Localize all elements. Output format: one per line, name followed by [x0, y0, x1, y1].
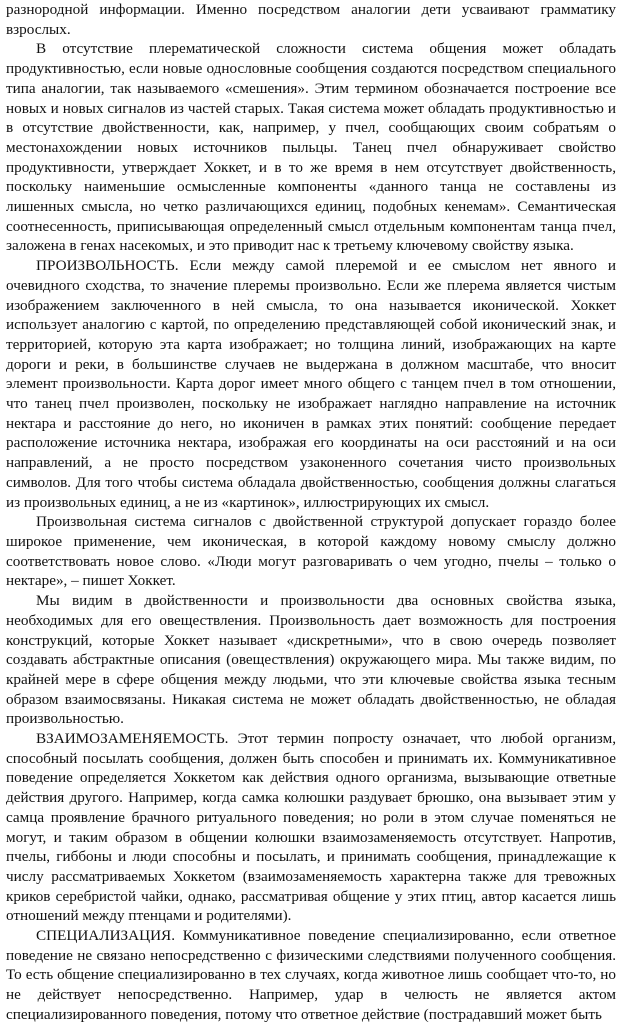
paragraph-continuation: разнородной информации. Именно посредством аналогии дети усваивают грамматику взрослых. [6, 1, 616, 38]
paragraph-duality-arbitrariness: Мы видим в двойственности и произвольности два основных свойства языка, необходимых для его овеществления. Произвольность дает возможность для построения конструкций, которые Хоккет называет «дискретными», что в свою очередь позволяет создавать абстрактные описания (овеществления) окружающего мира. Мы также видим, по крайней мере в сфере общения между людьми, что эти ключевые свойства языка тесным образом взаимосвязаны. Никакая система не может обладать двойственностью, не обладая произвольностью. [6, 592, 616, 728]
paragraph-productivity-analogy: В отсутствие плерематической сложности система общения может обладать продуктивностью, если новые однословные сообщения создаются посредством специального типа аналогии, так называемого «смешения». Этим термином обозначается построение все новых и новых сигналов из частей старых. Такая система может обладать продуктивностью и в отсутствие двойственности, как, например, у пчел, сообщающих своим собратьям о местонахождении новых источников пыльцы. Танец пчел обнаруживает свойство продуктивности, утверждает Хоккет, и в то же время в нем отсутствует двойственность, поскольку наименьшие осмысленные компоненты «данного танца не составлены из лишенных смысла, но четко различающихся единиц, подобных кенемам». Семантическая соотнесенность, приписывающая определенный смысл отдельным компонентам танца пчел, заложена в генах насекомых, и это приводит нас к третьему ключевому свойству языка. [6, 40, 616, 255]
document-page [6, 0, 616, 1025]
paragraph-arbitrariness: ПРОИЗВОЛЬНОСТЬ. Если между самой плеремой и ее смыслом нет явного и очевидного сходства, то значение плеремы произвольно. Если же плерема является чистым изображением заключенного в ней смысла, то она называется иконической. Хоккет использует аналогию с картой, по определению представляющей собой иконический знак, и территорией, которую эта карта изображает; но толщина линий, изображающих на карте дороги и реки, в большинстве случаев не выдержана в должном масштабе, что вносит элемент произвольности. Карта дорог имеет много общего с танцем пчел в том отношении, что танец пчел произволен, поскольку не изображает наглядно направление на источник нектара и расстояние до него, но иконичен в рамках этих понятий: сообщение передает расположение источника нектара, изображая его координаты на оси расстояний и на оси направлений, а не просто посредством узаконенного сочетания чисто произвольных символов. Для того чтобы система обладала двойственностью, сообщения должны слагаться из произвольных единиц, а не из «картинок», иллюстрирующих их смысл. [6, 257, 616, 511]
paragraph-arbitrary-system: Произвольная система сигналов с двойственной структурой допускает гораздо более широкое применение, чем иконическая, в которой каждому новому смыслу должно соответствовать новое слово. «Люди могут разговаривать о чем угодно, пчелы – только о нектаре», – пишет Хоккет. [6, 513, 616, 590]
paragraph-specialization: СПЕЦИАЛИЗАЦИЯ. Коммуникативное поведение специализированно, если ответное поведение не связано непосредственно с физическими следствиями полученного сообщения. То есть общение специализированно в тех случаях, когда животное лишь сообщает что-то, но не действует непосредственно. Например, удар в челюсть не является актом специализированного поведения, потому что ответное действие (пострадавший может быть [6, 927, 616, 1023]
paragraph-interchangeability: ВЗАИМОЗАМЕНЯЕМОСТЬ. Этот термин попросту означает, что любой организм, способный посылать сообщения, должен быть способен и принимать их. Коммуникативное поведение определяется Хоккетом как действия одного организма, вызывающие ответные действия другого. Например, когда самка колюшки раздувает брюшко, она вызывает этим у самца проявление брачного ритуального поведения; но роли в этом случае поменяться не могут, и таким образом в общении колюшки взаимозаменяемость отсутствует. Напротив, пчелы, гиббоны и люди способны и посылать, и принимать сообщения, принадлежащие к числу рассматриваемых Хоккетом (взаимозаменяемость характерна также для тревожных криков серебристой чайки, однако, рассматривая общение у этих птиц, автор касается лишь отношений между птенцами и родителями). [6, 730, 616, 925]
